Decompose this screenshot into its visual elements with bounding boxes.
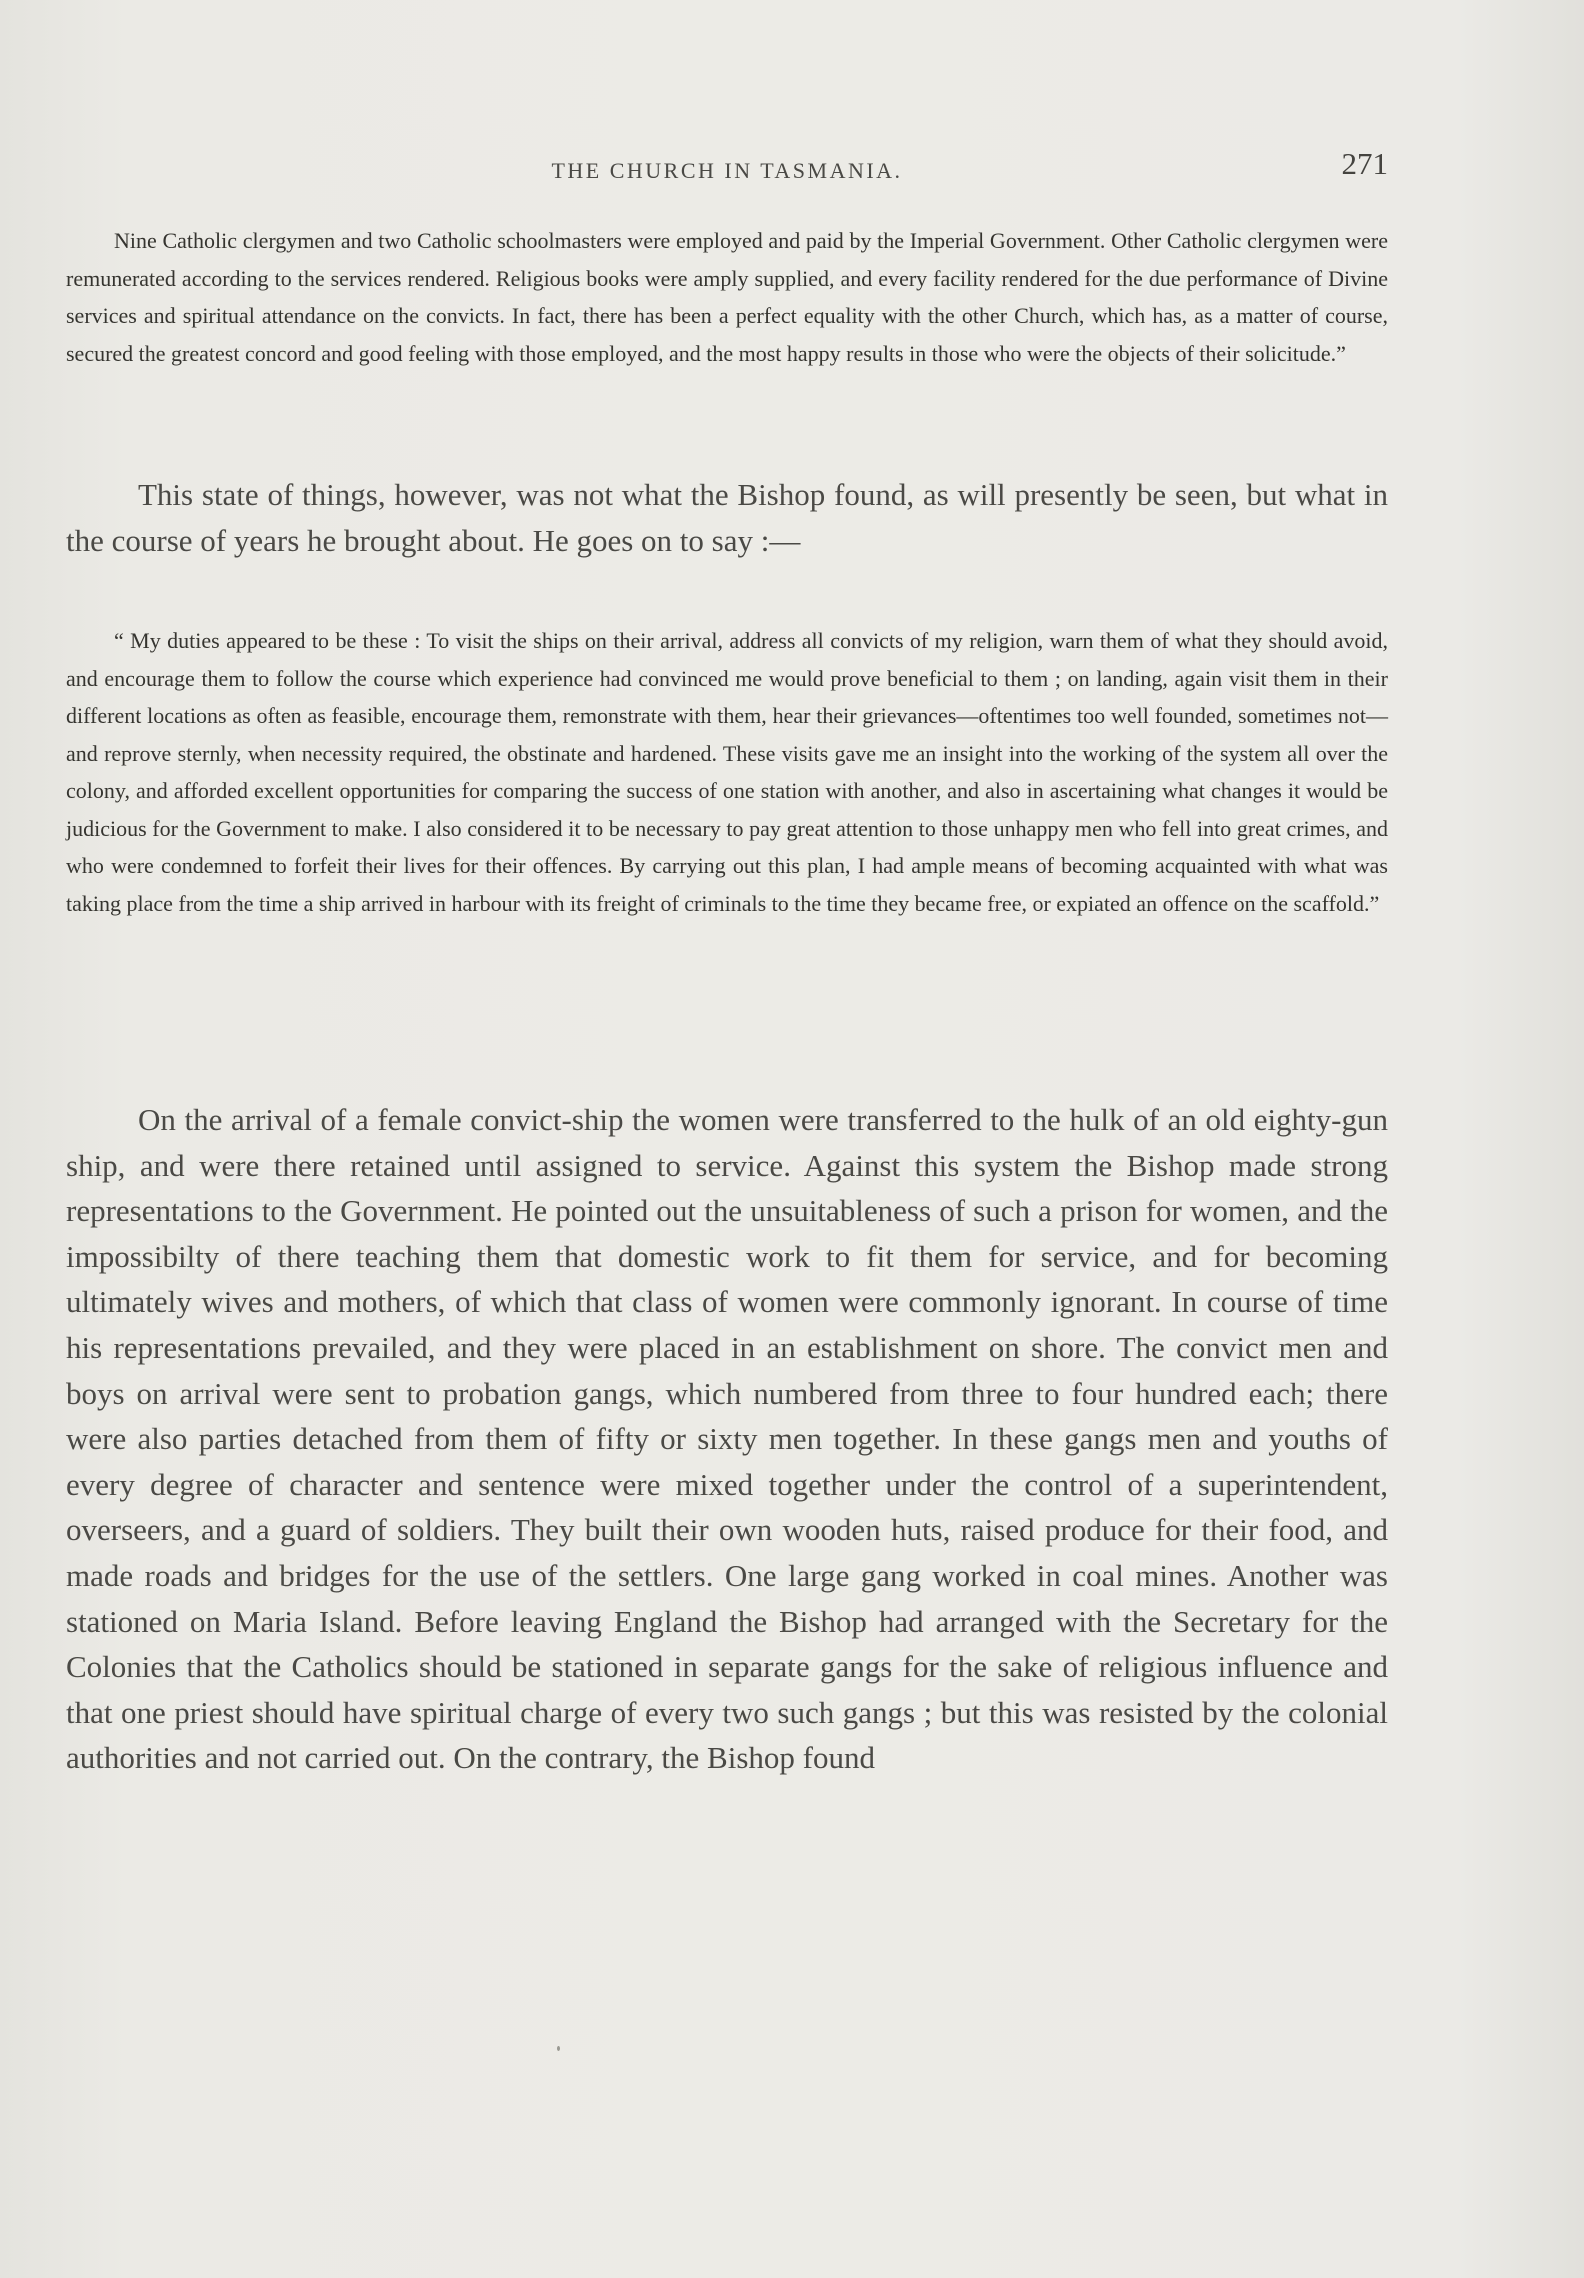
running-head xyxy=(66,146,1388,196)
quoted-passage-duties: “ My duties appeared to be these : To visit the ships on their arrival, address all convicts of my religion, warn them of what they should avoid, and encourage them to follow the course which experience had convinced me would prove beneficial to them ; on landing, again visit them in their different locations as often as feasible, encourage them, remonstrate with them, hear their grievances—oftentimes too well founded, sometimes not—and reprove sternly, when necessity required, the obstinate and hardened. These visits gave me an insight into the working of the system all over the colony, and afforded excellent opportunities for comparing the success of one station with another, and also in ascertaining what changes it would be judicious for the Government to make. I also considered it to be necessary to pay great attention to those unhappy men who fell into great crimes, and who were condemned to forfeit their lives for their offences. By carrying out this plan, I had ample means of becoming acquainted with what was taking place from the time a ship arrived in harbour with its freight of criminals to the time they became free, or expiated an offence on the scaffold.” xyxy=(66,628,1388,916)
body-paragraph-intro: This state of things, however, was not what the Bishop found, as will presently be seen, but what in the course of years he brought about. He goes on to say :— xyxy=(66,477,1388,558)
quoted-passage-continued: Nine Catholic clergymen and two Catholic schoolmasters were employed and paid by the Imperial Government. Other Catholic clergymen were remunerated according to the services rendered. Religious books were amply supplied, and every facility rendered for the due performance of Divine services and spiritual attendance on the convicts. In fact, there has been a perfect equality with the other Church, which has, as a matter of course, secured the greatest concord and good feeling with those employed, and the most happy results in those who were the objects of their solicitude.” xyxy=(66,228,1388,366)
page-number: 271 xyxy=(1341,146,1388,181)
running-title: THE CHURCH IN TASMANIA. xyxy=(551,158,903,183)
body-paragraph-convicts: On the arrival of a female convict-ship the women were transferred to the hulk of an old eighty-gun ship, and were there retained until assigned to service. Against this system the Bishop made strong representations to the Government. He pointed out the unsuitableness of such a prison for women, and the impossibilty of there teaching them that domestic work to fit them for service, and for becoming ultimately wives and mothers, of which that class of women were commonly ignorant. In course of time his representations prevailed, and they were placed in an establishment on shore. The convict men and boys on arrival were sent to probation gangs, which numbered from three to four hundred each; there were also parties detached from them of fifty or sixty men together. In these gangs men and youths of every degree of character and sentence were mixed together under the control of a superintendent, overseers, and a guard of soldiers. They built their own wooden huts, raised produce for their food, and made roads and bridges for the use of the settlers. One large gang worked in coal mines. Another was stationed on Maria Island. Before leaving England the Bishop had arranged with the Secretary for the Colonies that the Catholics should be stationed in separate gangs for the sake of religious influence and that one priest should have spiritual charge of every two such gangs ; but this was resisted by the colonial authorities and not carried out. On the contrary, the Bishop found xyxy=(66,1102,1388,1776)
paper-speck xyxy=(557,2046,560,2051)
